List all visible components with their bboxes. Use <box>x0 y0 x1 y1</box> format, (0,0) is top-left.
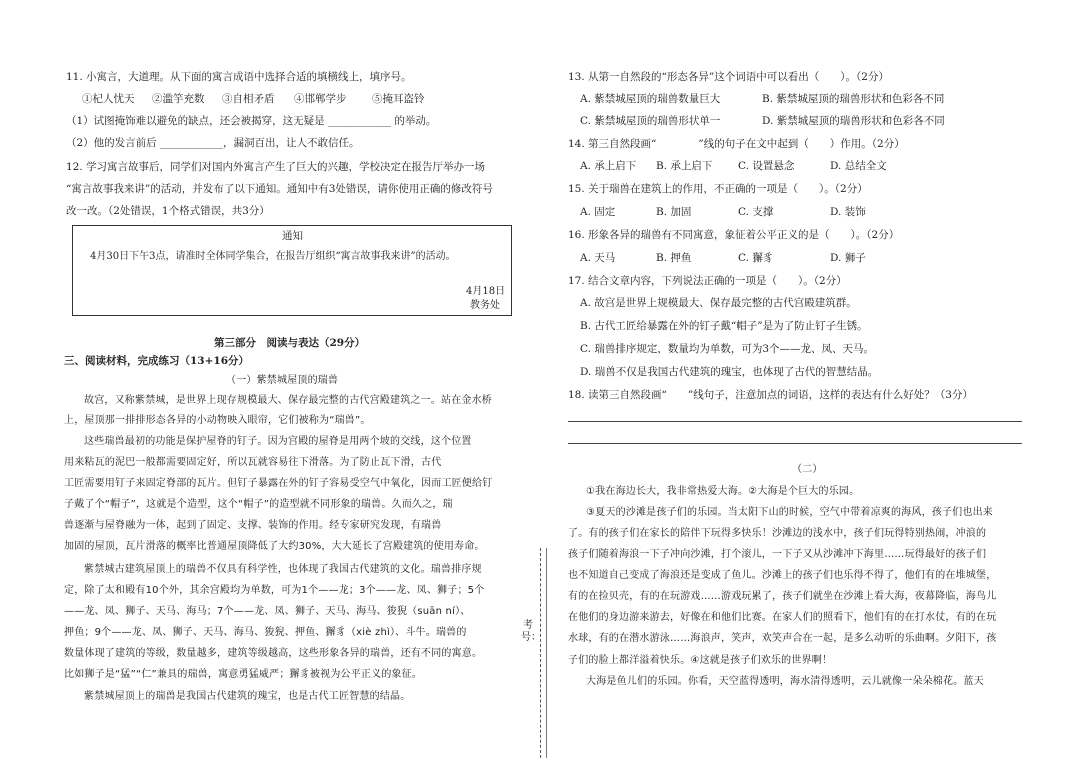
q12-line-1: 12. 学习寓言故事后，同学们对国内外寓言产生了巨大的兴趣，学校决定在报告厅举办一场 <box>66 161 486 173</box>
q17-option-a: A. 故宫是世界上规模最大、保存最完整的古代宫殿建筑群。 <box>580 297 857 309</box>
q13-stem: 13. 从第一自然段的“形态各异”这个词语中可以看出（ ）。（2分） <box>568 71 889 83</box>
passage-2-line: 孩子们随着海浪一下子冲向沙滩，打个滚儿，一下子又从沙滩冲下海里……玩得最好的孩子们 <box>568 549 987 560</box>
q13-option-a: A. 紫禁城屋顶的瑞兽数量巨大 <box>580 93 721 105</box>
q17-option-c: C. 瑞兽排序规定，数量均为单数，可为3个——龙、凤、天马。 <box>580 343 875 355</box>
q17-option-d: D. 瑞兽不仅是我国古代建筑的瑰宝，也体现了古代的智慧结晶。 <box>580 366 879 378</box>
passage-2-line: 也不知道自己变成了海浪还是变成了鱼儿。沙滩上的孩子们也乐得不得了，他们有的在堆城堡， <box>568 570 997 581</box>
q12-line-3: 改一改。（2处错误，1个格式错误，共3分） <box>66 205 270 217</box>
section-3-heading: 三、阅读材料，完成练习（13+16分） <box>64 355 250 367</box>
q15-stem: 15. 关于瑞兽在建筑上的作用，不正确的一项是（ ）。（2分） <box>568 183 868 195</box>
q16-option: B. 押鱼 <box>656 252 692 264</box>
answer-line[interactable] <box>568 443 1022 444</box>
q13-option-b: B. 紫禁城屋顶的瑞兽形状和色彩各不同 <box>762 93 945 105</box>
q16-stem: 16. 形象各异的瑞兽有不同寓意，象征着公平正义的是（ ）。（2分） <box>568 229 900 241</box>
passage-1-line: 定，除了太和殿有10个外，其余宫殿均为单数，可为1个——龙；3个——龙、凤、狮子；5个 <box>64 585 485 596</box>
q15-option: D. 装饰 <box>830 206 866 218</box>
passage-2-title: （二） <box>792 464 823 475</box>
passage-1-line: ——龙、凤、狮子、天马、海马；7个——龙、凤、狮子、天马、海马、狻猊（suān ní）、 <box>64 606 471 617</box>
q13-option-d: D. 紫禁城屋顶的瑞兽形状和色彩各不同 <box>762 115 945 127</box>
notice-date: 4月18日 <box>466 286 506 297</box>
passage-1-line: 押鱼；9个——龙、凤、狮子、天马、海马、狻猊、押鱼、獬豸（xiè zhì）、斗牛。瑞兽的 <box>64 627 467 638</box>
q11-sentence-1: （1）试图掩饰难以避免的缺点，还会被揭穿，这无疑是 ____________ 的举动。 <box>66 115 437 127</box>
q11-option-4: ④邯郸学步 <box>294 93 347 105</box>
passage-2-line: ③夏天的沙滩是孩子们的乐园。当太阳下山的时候，空气中带着凉爽的海风，孩子们也出来 <box>586 507 993 518</box>
passage-1-line: 数量体现了建筑的等级，数量越多，建筑等级越高，这些形象各异的瑞兽，还有不同的寓意。 <box>64 648 483 659</box>
q14-option: D. 总结全文 <box>830 160 887 172</box>
passage-1-line: 用来粘瓦的泥巴一般都需要固定好，所以瓦就容易往下滑落。为了防止瓦下滑，古代 <box>64 457 442 468</box>
q12-line-2: “寓言故事我来讲”的活动，并发布了以下通知。通知中有3处错误，请你使用正确的修改符号 <box>66 183 493 195</box>
notice-sign: 教务处 <box>470 300 500 311</box>
q13-option-c: C. 紫禁城屋顶的瑞兽形状单一 <box>580 115 721 127</box>
passage-2-line: 有的在捡贝壳，有的在玩游戏……游戏玩累了，孩子们就坐在沙滩上看大海，夜幕降临，海鸟儿 <box>568 591 997 602</box>
q11-option-2: ②滥竽充数 <box>152 93 205 105</box>
passage-2-line: ①我在海边长大，我非常热爱大海。②大海是个巨大的乐园。 <box>586 486 860 497</box>
q15-option: B. 加固 <box>656 206 692 218</box>
q11-option-1: ①杞人忧天 <box>82 93 135 105</box>
passage-1-line: 上，屋顶那一排排形态各异的小动物映入眼帘，它们被称为“瑞兽”。 <box>64 415 371 426</box>
passage-2-line: 水球，有的在潜水游泳……海浪声，笑声，欢笑声合在一起，是多么动听的乐曲啊。夕阳下，孩 <box>568 633 997 644</box>
q14-option: C. 设置悬念 <box>738 160 795 172</box>
passage-1-line: 子戴了个“帽子”，这就是个造型，这个“帽子”的造型就不同形象的瑞兽。久而久之，瑞 <box>64 499 453 510</box>
part-3-title: 第三部分 阅读与表达（29分） <box>214 337 366 349</box>
passage-1-line: 紫禁城屋顶上的瑞兽是我国古代建筑的瑰宝，也是古代工匠智慧的结晶。 <box>84 691 411 702</box>
q18-stem: 18. 读第三自然段画“ ”线句子，注意加点的词语，这样的表达有什么好处？（3分） <box>568 389 973 401</box>
answer-line[interactable] <box>568 421 1022 422</box>
right-page <box>540 0 1080 764</box>
notice-title: 通知 <box>282 230 303 242</box>
q16-option: C. 獬豸 <box>738 252 774 264</box>
q14-stem: 14. 第三自然段画“ ”线的句子在文中起到（ ）作用。（2分） <box>568 138 905 150</box>
passage-1-line: 故宫，又称紫禁城，是世界上现存规模最大、保存最完整的古代宫殿建筑之一。站在金水桥 <box>84 395 492 406</box>
q17-option-b: B. 古代工匠给暴露在外的钉子戴“帽子”是为了防止钉子生锈。 <box>580 320 868 332</box>
q16-option: A. 天马 <box>580 252 616 264</box>
q11-stem: 11. 小寓言，大道理。从下面的寓言成语中选择合适的填横线上，填序号。 <box>66 71 412 83</box>
q15-option: A. 固定 <box>580 206 616 218</box>
passage-1-line: 加固的屋顶，瓦片滑落的概率比普通屋顶降低了大约30%，大大延长了宫殿建筑的使用寿命。 <box>64 541 485 552</box>
q15-option: C. 支撑 <box>738 206 774 218</box>
q14-option: B. 承上启下 <box>656 160 713 172</box>
q11-option-5: ⑤掩耳盗铃 <box>372 93 425 105</box>
passage-2-line: 在他们的身边游来游去，好像在和他们比赛。在家人们的照看下，他们有的在打水仗，有的在玩 <box>568 612 997 623</box>
notice-body: 4月30日下午3点，请准时全体同学集合，在报告厅组织“寓言故事我来讲”的活动。 <box>90 251 456 262</box>
passage-2-line: 子们的脸上都洋溢着快乐。④这就是孩子们欢乐的世界啊！ <box>568 655 833 666</box>
passage-1-line: 这些瑞兽最初的功能是保护屋脊的钉子。因为宫殿的屋脊是用两个坡的交线，这个位置 <box>84 436 472 447</box>
exam-number-label: 考号： <box>521 620 541 643</box>
passage-1-line: 兽逐渐与屋脊融为一体，起到了固定、支撑、装饰的作用。经专家研究发现，有瑞兽 <box>64 520 442 531</box>
q14-option: A. 承上启下 <box>580 160 637 172</box>
q11-sentence-2: （2）他的发言前后 ____________，漏洞百出，让人不敢信任。 <box>66 137 360 149</box>
q16-option: D. 狮子 <box>830 252 866 264</box>
passage-1-line: 比如狮子是“猛”“仁”兼具的瑞兽，寓意勇猛威严；獬豸被视为公平正义的象征。 <box>64 669 423 680</box>
passage-1-line: 工匠需要用钉子来固定脊部的瓦片。但钉子暴露在外的钉子容易受空气中氧化，因而工匠便给钉 <box>64 478 493 489</box>
q17-stem: 17. 结合文章内容，下列说法正确的一项是（ ）。（2分） <box>568 275 847 287</box>
passage-2-line: 大海是鱼儿们的乐园。你看，天空蓝得透明，海水清得透明，云儿就像一朵朵棉花。蓝天 <box>586 676 984 687</box>
passage-1-title: （一）紫禁城屋顶的瑞兽 <box>226 375 339 386</box>
q11-option-3: ③自相矛盾 <box>222 93 275 105</box>
passage-2-line: 了。有的孩子们在家长的陪伴下玩得多快乐！沙滩边的浅水中，孩子们玩得特别热闹，冲浪的 <box>568 528 987 539</box>
passage-1-line: 紫禁城古建筑屋顶上的瑞兽不仅具有科学性，也体现了我国古代建筑的文化。瑞兽排序规 <box>84 564 482 575</box>
